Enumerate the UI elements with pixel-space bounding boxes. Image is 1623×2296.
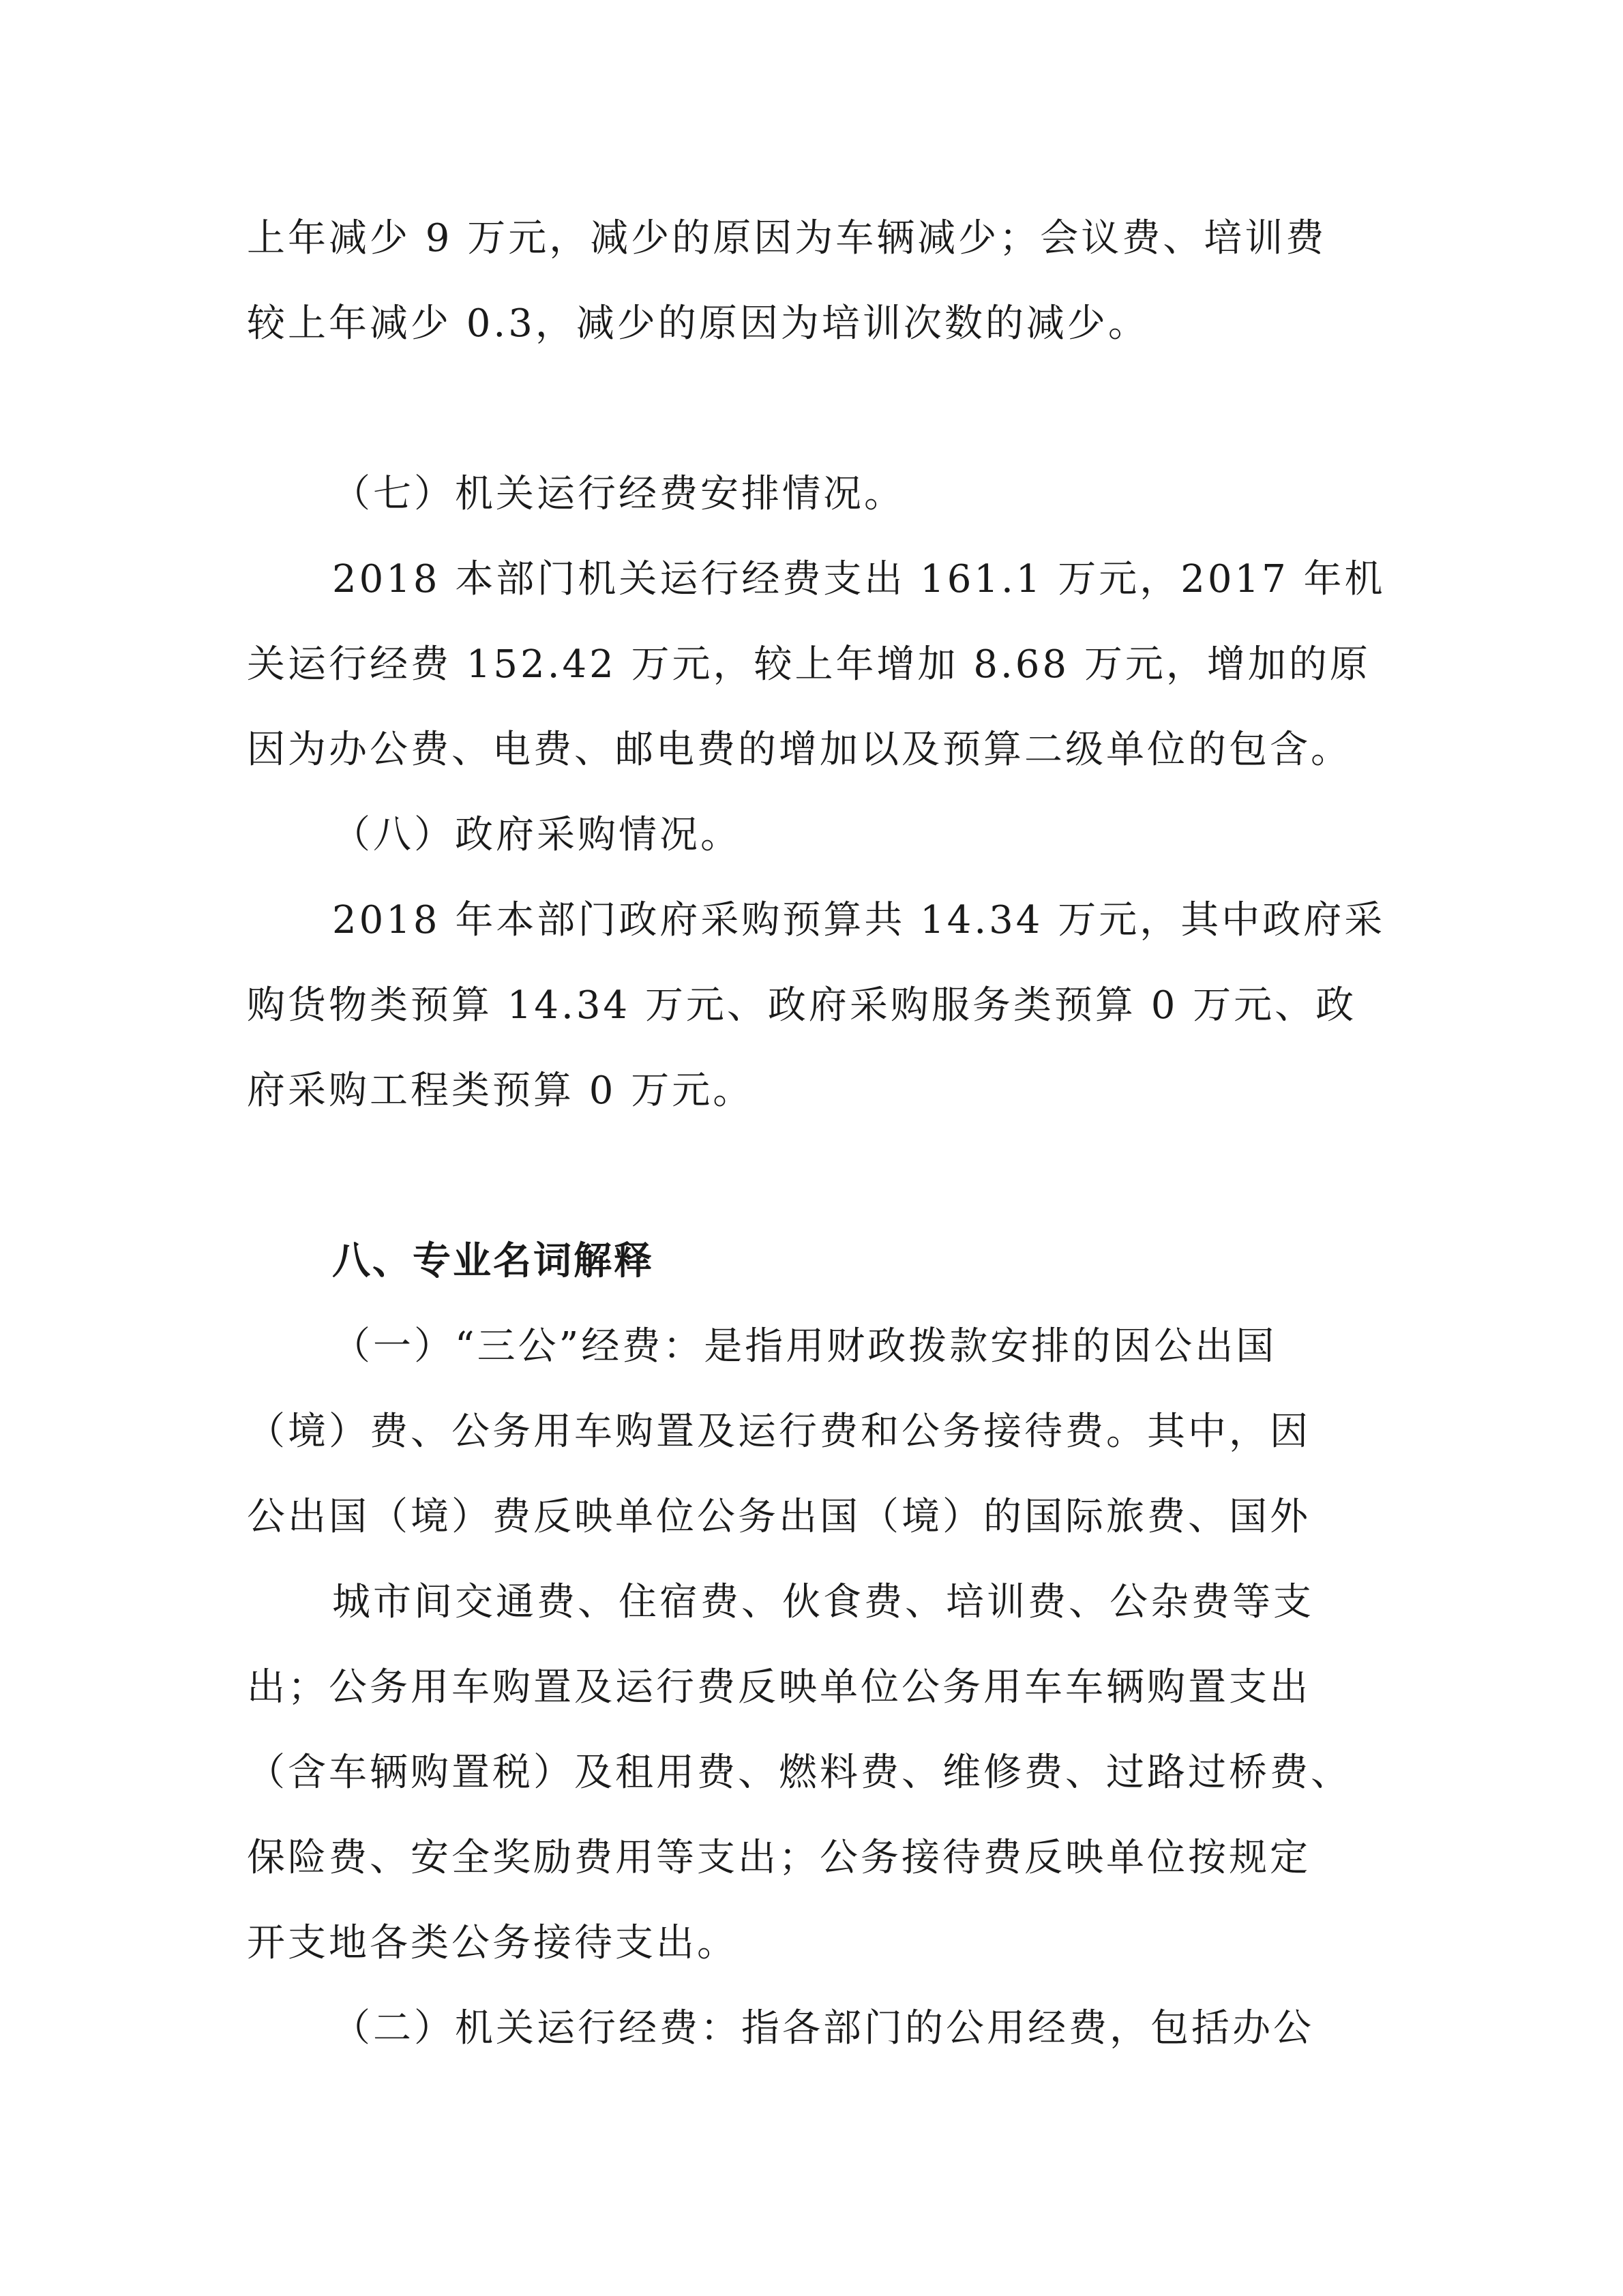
paragraph-line: 府采购工程类预算 0 万元。 [247,1069,754,1113]
section-heading-7: （七）机关运行经费安排情况。 [332,472,905,516]
paragraph-line: 较上年减少 0.3，减少的原因为培训次数的减少。 [247,301,1149,346]
paragraph-line: 2018 本部门机关运行经费支出 161.1 万元，2017 年机 [332,557,1386,601]
section-heading-8: （八）政府采购情况。 [332,813,741,857]
paragraph-line: 城市间交通费、住宿费、伙食费、培训费、公杂费等支 [332,1580,1314,1624]
paragraph-line: 出；公务用车购置及运行费反映单位公务用车车辆购置支出 [247,1665,1311,1710]
paragraph-line: （一）“三公”经费：是指用财政拨款安排的因公出国 [332,1324,1277,1369]
paragraph-line: （境）费、公务用车购置及运行费和公务接待费。其中，因 [247,1410,1311,1454]
paragraph-line: （二）机关运行经费：指各部门的公用经费，包括办公 [332,2006,1314,2051]
paragraph-line: 关运行经费 152.42 万元，较上年增加 8.68 万元，增加的原 [247,642,1371,687]
paragraph-line: 上年减少 9 万元，减少的原因为车辆减少；会议费、培训费 [247,216,1327,260]
paragraph-line: 购货物类预算 14.34 万元、政府采购服务类预算 0 万元、政 [247,983,1357,1028]
paragraph-line: （含车辆购置税）及租用费、燃料费、维修费、过路过桥费、 [247,1750,1352,1795]
paragraph-line: 因为办公费、电费、邮电费的增加以及预算二级单位的包含。 [247,728,1352,772]
paragraph-line: 公出国（境）费反映单位公务出国（境）的国际旅费、国外 [247,1495,1311,1539]
paragraph-line: 保险费、安全奖励费用等支出；公务接待费反映单位按规定 [247,1836,1311,1880]
chapter-heading: 八、专业名词解释 [332,1239,654,1283]
paragraph-line: 开支地各类公务接待支出。 [247,1921,738,1965]
paragraph-line: 2018 年本部门政府采购预算共 14.34 万元，其中政府采 [332,898,1386,942]
